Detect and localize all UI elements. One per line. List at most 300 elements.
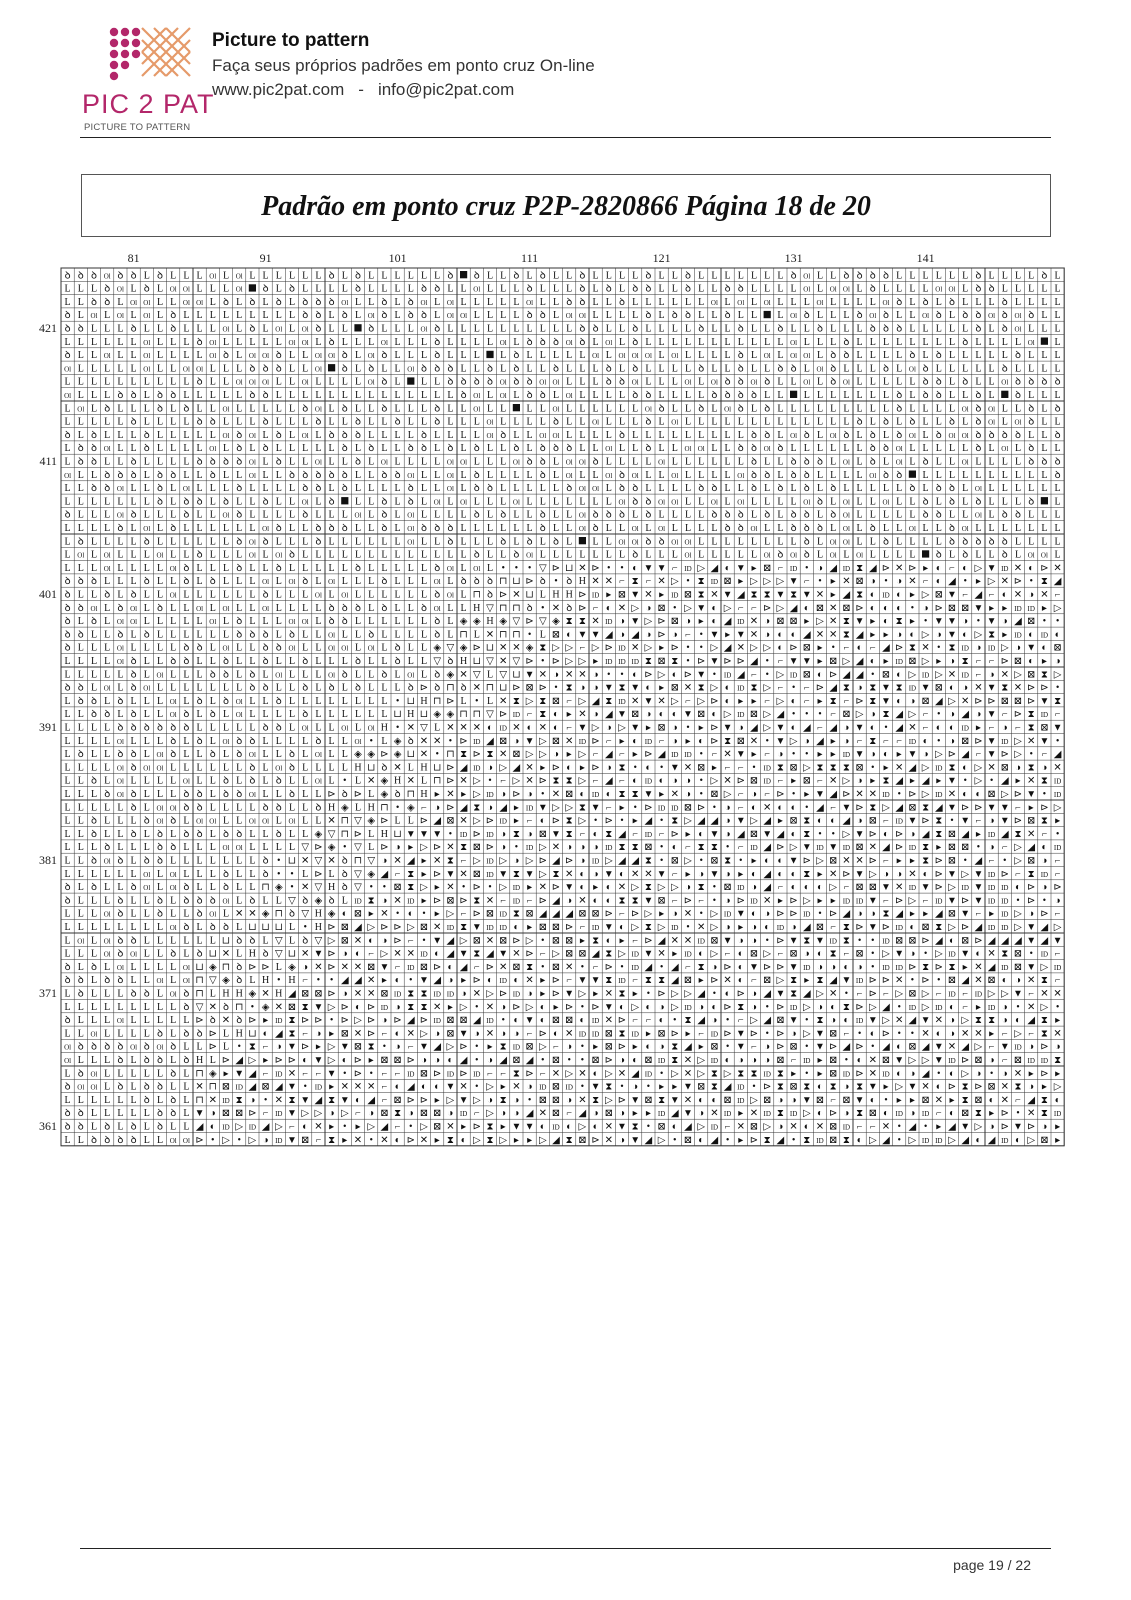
svg-text:◑: ◑: [791, 922, 797, 933]
svg-text:L: L: [461, 324, 467, 335]
svg-text:ꝺ: ꝺ: [78, 457, 84, 468]
svg-text:Ol: Ol: [183, 964, 190, 972]
svg-text:L: L: [381, 284, 387, 295]
svg-text:•: •: [1056, 616, 1060, 627]
svg-text:✕: ✕: [446, 882, 454, 893]
svg-text:▼: ▼: [445, 1082, 455, 1093]
svg-text:✕: ✕: [446, 842, 454, 853]
svg-text:ꝺ: ꝺ: [1015, 390, 1021, 401]
svg-text:L: L: [395, 603, 401, 614]
svg-text:⊠: ⊠: [539, 922, 547, 933]
svg-text:L: L: [144, 616, 150, 627]
svg-text:ꝺ: ꝺ: [870, 523, 876, 534]
svg-text:▼: ▼: [802, 656, 812, 667]
svg-text:L: L: [144, 470, 150, 481]
svg-text:L: L: [395, 403, 401, 414]
svg-text:⌐: ⌐: [566, 696, 572, 707]
svg-text:L: L: [500, 550, 506, 561]
svg-text:ꝺ: ꝺ: [197, 550, 203, 561]
svg-text:◢: ◢: [592, 696, 600, 707]
svg-text:ꝺ: ꝺ: [738, 324, 744, 335]
svg-text:◐: ◐: [711, 1095, 717, 1106]
svg-text:ID: ID: [896, 964, 903, 972]
svg-text:◢: ◢: [447, 935, 455, 946]
svg-text:ID: ID: [592, 924, 599, 932]
svg-text:L: L: [685, 417, 691, 428]
svg-text:▷: ▷: [922, 629, 930, 640]
svg-text:ꝺ: ꝺ: [962, 536, 968, 547]
svg-text:◢: ◢: [763, 1015, 771, 1026]
svg-text:✕: ✕: [1053, 1028, 1061, 1039]
svg-text:ꝺ: ꝺ: [804, 470, 810, 481]
svg-text:⊠: ⊠: [684, 802, 692, 813]
svg-text:L: L: [342, 536, 348, 547]
svg-text:L: L: [315, 643, 321, 654]
svg-text:⊳: ⊳: [895, 895, 903, 906]
svg-text:ꝺ: ꝺ: [315, 483, 321, 494]
svg-text:L: L: [461, 363, 467, 374]
svg-text:◑: ◑: [1015, 762, 1021, 773]
svg-text:L: L: [131, 1108, 137, 1119]
svg-text:L: L: [909, 337, 915, 348]
svg-text:⊓: ⊓: [433, 696, 441, 707]
svg-text:ꝺ: ꝺ: [540, 270, 546, 281]
svg-text:⊠: ⊠: [869, 882, 877, 893]
svg-text:⊳: ⊳: [565, 1002, 573, 1013]
svg-text:L: L: [342, 417, 348, 428]
svg-text:⊠: ⊠: [869, 816, 877, 827]
svg-text:Ol: Ol: [592, 485, 599, 493]
svg-text:L: L: [553, 284, 559, 295]
svg-text:Ol: Ol: [170, 565, 177, 573]
svg-text:L: L: [606, 550, 612, 561]
svg-text:◐: ◐: [949, 683, 955, 694]
svg-text:◢: ◢: [895, 802, 903, 813]
svg-text:ꝺ: ꝺ: [117, 975, 123, 986]
svg-text:L: L: [421, 550, 427, 561]
svg-text:⊠: ⊠: [354, 909, 362, 920]
svg-text:⧗: ⧗: [671, 816, 678, 827]
svg-text:L: L: [791, 403, 797, 414]
svg-text:◑: ◑: [566, 842, 572, 853]
svg-text:◐: ◐: [936, 576, 942, 587]
svg-text:L: L: [157, 616, 163, 627]
svg-text:ꝺ: ꝺ: [263, 802, 269, 813]
svg-text:ID: ID: [658, 804, 665, 812]
svg-text:✕: ✕: [921, 1028, 929, 1039]
svg-text:ꝺ: ꝺ: [78, 443, 84, 454]
svg-text:L: L: [500, 310, 506, 321]
svg-text:⌐: ⌐: [698, 1028, 704, 1039]
svg-text:L: L: [91, 1108, 97, 1119]
svg-text:⌐: ⌐: [500, 776, 506, 787]
svg-text:▷: ▷: [1001, 643, 1009, 654]
svg-text:◐: ◐: [1041, 643, 1047, 654]
svg-text:◑: ◑: [725, 802, 731, 813]
svg-text:L: L: [672, 523, 678, 534]
svg-text:L: L: [989, 496, 995, 507]
svg-text:H: H: [381, 723, 388, 734]
svg-text:▼: ▼: [881, 696, 891, 707]
svg-text:L: L: [777, 390, 783, 401]
svg-text:▷: ▷: [579, 696, 587, 707]
svg-text:ID: ID: [803, 911, 810, 919]
svg-text:ꝺ: ꝺ: [606, 510, 612, 521]
svg-text:L: L: [777, 337, 783, 348]
svg-text:⊳: ⊳: [261, 962, 269, 973]
svg-text:L: L: [197, 270, 203, 281]
svg-text:⊓: ⊓: [446, 749, 454, 760]
svg-text:⌐: ⌐: [632, 935, 638, 946]
svg-text:ID: ID: [962, 671, 969, 679]
svg-text:▼: ▼: [762, 829, 772, 840]
svg-text:✕: ✕: [1014, 683, 1022, 694]
svg-text:⊳: ⊳: [565, 922, 573, 933]
svg-text:⧗: ⧗: [420, 1002, 427, 1013]
svg-text:L: L: [751, 417, 757, 428]
svg-text:ꝺ: ꝺ: [131, 683, 137, 694]
svg-text:▽: ▽: [196, 1002, 204, 1013]
svg-text:Ol: Ol: [658, 498, 665, 506]
svg-text:ꝺ: ꝺ: [157, 723, 163, 734]
svg-text:L: L: [183, 696, 189, 707]
svg-text:⊳: ⊳: [816, 683, 824, 694]
website-link[interactable]: www.pic2pat.com: [212, 80, 344, 99]
svg-text:◐: ◐: [936, 723, 942, 734]
svg-text:✕: ✕: [407, 723, 415, 734]
svg-text:⊳: ⊳: [327, 962, 335, 973]
svg-text:▸: ▸: [897, 856, 902, 867]
svg-text:L: L: [395, 363, 401, 374]
svg-text:✕: ✕: [1053, 762, 1061, 773]
svg-text:ꝺ: ꝺ: [777, 550, 783, 561]
svg-text:•: •: [541, 603, 545, 614]
svg-text:▸: ▸: [1042, 656, 1047, 667]
svg-text:⊠: ⊠: [380, 989, 388, 1000]
svg-text:•: •: [805, 563, 809, 574]
svg-text:⊳: ⊳: [1001, 749, 1009, 760]
svg-text:L: L: [302, 443, 308, 454]
svg-text:⊳: ⊳: [248, 1015, 256, 1026]
svg-text:L: L: [197, 683, 203, 694]
svg-text:◐: ◐: [513, 922, 519, 933]
svg-text:ꝺ: ꝺ: [183, 563, 189, 574]
svg-text:▷: ▷: [1014, 1028, 1022, 1039]
svg-text:•: •: [369, 736, 373, 747]
svg-text:Ol: Ol: [117, 791, 124, 799]
svg-text:⌐: ⌐: [778, 882, 784, 893]
svg-text:▼: ▼: [960, 909, 970, 920]
svg-text:✕: ✕: [565, 869, 573, 880]
svg-text:ꝺ: ꝺ: [65, 616, 71, 627]
svg-text:✕: ✕: [499, 749, 507, 760]
svg-text:L: L: [197, 310, 203, 321]
svg-text:L: L: [395, 683, 401, 694]
svg-text:ID: ID: [948, 991, 955, 999]
svg-text:L: L: [381, 443, 387, 454]
svg-text:ID: ID: [566, 1084, 573, 1092]
svg-text:ꝺ: ꝺ: [144, 629, 150, 640]
svg-text:L: L: [909, 443, 915, 454]
svg-text:ID: ID: [1001, 565, 1008, 573]
svg-text:◈: ◈: [328, 842, 336, 853]
svg-text:L: L: [368, 297, 374, 308]
svg-text:L: L: [698, 350, 704, 361]
svg-text:⌐: ⌐: [672, 895, 678, 906]
svg-text:L: L: [923, 284, 929, 295]
svg-text:L: L: [104, 736, 110, 747]
svg-text:ꝺ: ꝺ: [236, 483, 242, 494]
svg-text:◐: ◐: [791, 802, 797, 813]
svg-text:▼: ▼: [855, 829, 865, 840]
svg-text:⊳: ⊳: [473, 829, 481, 840]
svg-text:ꝺ: ꝺ: [764, 510, 770, 521]
svg-text:▼: ▼: [855, 1095, 865, 1106]
svg-text:ꝺ: ꝺ: [698, 324, 704, 335]
svg-text:L: L: [131, 1095, 137, 1106]
svg-text:L: L: [223, 576, 229, 587]
svg-text:ꝺ: ꝺ: [144, 1042, 150, 1053]
svg-text:Ol: Ol: [223, 645, 230, 653]
svg-text:▷: ▷: [975, 762, 983, 773]
svg-text:ꝺ: ꝺ: [685, 284, 691, 295]
svg-text:L: L: [170, 1055, 176, 1066]
svg-text:◐: ◐: [804, 882, 810, 893]
svg-text:L: L: [104, 457, 110, 468]
email-link[interactable]: info@pic2pat.com: [378, 80, 514, 99]
svg-text:▷: ▷: [909, 1055, 917, 1066]
svg-text:⌐: ⌐: [936, 989, 942, 1000]
svg-text:•: •: [1016, 895, 1020, 906]
svg-text:✕: ✕: [935, 1095, 943, 1106]
svg-text:L: L: [645, 324, 651, 335]
svg-text:ꝺ: ꝺ: [329, 523, 335, 534]
svg-text:⊠: ⊠: [1001, 762, 1009, 773]
svg-text:ꝺ: ꝺ: [329, 337, 335, 348]
svg-text:✕: ✕: [341, 1082, 349, 1093]
svg-text:◈: ◈: [447, 669, 455, 680]
svg-text:ꝺ: ꝺ: [263, 723, 269, 734]
svg-text:ꝺ: ꝺ: [197, 643, 203, 654]
svg-text:L: L: [210, 377, 216, 388]
svg-text:L: L: [421, 470, 427, 481]
svg-text:ꝺ: ꝺ: [1028, 377, 1034, 388]
svg-text:ꝺ: ꝺ: [857, 417, 863, 428]
svg-text:L: L: [329, 443, 335, 454]
svg-text:•: •: [1043, 789, 1047, 800]
svg-text:L: L: [223, 1042, 229, 1053]
svg-text:L: L: [78, 856, 84, 867]
svg-text:L: L: [685, 337, 691, 348]
svg-text:L: L: [342, 749, 348, 760]
svg-text:▼: ▼: [538, 802, 548, 813]
svg-text:⊳: ⊳: [512, 935, 520, 946]
svg-text:•: •: [251, 1002, 255, 1013]
svg-text:•: •: [805, 1068, 809, 1079]
svg-text:◑: ◑: [857, 776, 863, 787]
svg-text:L: L: [487, 496, 493, 507]
svg-text:Ol: Ol: [988, 312, 995, 320]
svg-text:⊠: ⊠: [855, 762, 863, 773]
svg-text:ꝺ: ꝺ: [289, 284, 295, 295]
svg-text:L: L: [236, 656, 242, 667]
svg-text:L: L: [315, 789, 321, 800]
svg-text:⌐: ⌐: [1055, 709, 1061, 720]
svg-text:L: L: [804, 403, 810, 414]
svg-text:ID: ID: [354, 897, 361, 905]
svg-text:✕: ✕: [869, 842, 877, 853]
svg-text:Ol: Ol: [605, 445, 612, 453]
svg-text:⧗: ⧗: [869, 683, 876, 694]
svg-text:ꝺ: ꝺ: [342, 470, 348, 481]
svg-text:•: •: [937, 736, 941, 747]
svg-text:L: L: [183, 816, 189, 827]
svg-text:Ol: Ol: [447, 565, 454, 573]
svg-text:L: L: [804, 443, 810, 454]
svg-text:ꝺ: ꝺ: [1002, 297, 1008, 308]
svg-text:◢: ◢: [816, 802, 824, 813]
row-label: 401: [39, 587, 57, 601]
svg-text:L: L: [263, 616, 269, 627]
svg-text:◐: ◐: [672, 709, 678, 720]
svg-text:⊠: ⊠: [921, 922, 929, 933]
svg-text:L: L: [65, 842, 71, 853]
svg-text:L: L: [78, 909, 84, 920]
svg-text:◢: ◢: [816, 736, 824, 747]
svg-text:◑: ◑: [672, 629, 678, 640]
svg-text:L: L: [843, 483, 849, 494]
svg-text:▸: ▸: [870, 776, 875, 787]
svg-text:L: L: [104, 895, 110, 906]
svg-text:L: L: [487, 390, 493, 401]
svg-text:L: L: [78, 297, 84, 308]
svg-text:L: L: [183, 337, 189, 348]
svg-text:⊔: ⊔: [512, 576, 520, 587]
svg-text:⊠: ⊠: [657, 603, 665, 614]
svg-text:L: L: [685, 390, 691, 401]
svg-text:⧗: ⧗: [460, 749, 467, 760]
svg-text:L: L: [78, 350, 84, 361]
svg-text:L: L: [131, 856, 137, 867]
svg-text:L: L: [857, 523, 863, 534]
svg-text:L: L: [593, 310, 599, 321]
svg-text:◢: ◢: [552, 856, 560, 867]
svg-text:L: L: [117, 363, 123, 374]
svg-text:▷: ▷: [473, 816, 481, 827]
svg-text:•: •: [317, 975, 321, 986]
svg-text:•: •: [884, 576, 888, 587]
svg-text:L: L: [131, 696, 137, 707]
svg-text:ꝺ: ꝺ: [645, 390, 651, 401]
svg-text:Ol: Ol: [962, 432, 969, 440]
svg-text:✕: ✕: [407, 1028, 415, 1039]
svg-text:▸: ▸: [817, 869, 822, 880]
svg-text:⊳: ⊳: [512, 1002, 520, 1013]
svg-text:✕: ✕: [565, 1028, 573, 1039]
svg-text:Ol: Ol: [117, 485, 124, 493]
svg-text:L: L: [144, 789, 150, 800]
svg-text:ꝺ: ꝺ: [65, 510, 71, 521]
svg-text:▼: ▼: [789, 962, 799, 973]
svg-text:L: L: [989, 377, 995, 388]
svg-text:L: L: [91, 949, 97, 960]
svg-text:◢: ◢: [895, 723, 903, 734]
svg-text:H: H: [579, 576, 586, 587]
svg-text:L: L: [632, 310, 638, 321]
svg-text:L: L: [65, 1002, 71, 1013]
svg-text:L: L: [157, 949, 163, 960]
svg-text:▼: ▼: [736, 629, 746, 640]
svg-text:⊳: ⊳: [539, 1028, 547, 1039]
svg-text:⌐: ⌐: [421, 802, 427, 813]
svg-text:◢: ◢: [948, 576, 956, 587]
svg-text:◐: ◐: [843, 1015, 849, 1026]
svg-text:ꝺ: ꝺ: [197, 1028, 203, 1039]
svg-text:ID: ID: [737, 1097, 744, 1105]
svg-text:ꝺ: ꝺ: [144, 1055, 150, 1066]
svg-text:ID: ID: [684, 751, 691, 759]
svg-text:Ol: Ol: [645, 405, 652, 413]
svg-text:▼: ▼: [683, 1082, 693, 1093]
svg-text:Ol: Ol: [275, 552, 282, 560]
svg-text:⧗: ⧗: [618, 895, 625, 906]
svg-text:L: L: [513, 297, 519, 308]
svg-text:◑: ◑: [857, 683, 863, 694]
svg-text:L: L: [909, 536, 915, 547]
svg-text:Ol: Ol: [183, 286, 190, 294]
svg-text:⌐: ⌐: [857, 989, 863, 1000]
svg-text:Ol: Ol: [421, 326, 428, 334]
svg-text:L: L: [777, 377, 783, 388]
svg-text:ꝺ: ꝺ: [447, 536, 453, 547]
svg-text:ꝺ: ꝺ: [117, 470, 123, 481]
svg-text:▸: ▸: [910, 616, 915, 627]
svg-text:L: L: [329, 403, 335, 414]
svg-text:Ol: Ol: [751, 379, 758, 387]
svg-text:⊠: ⊠: [974, 1095, 982, 1106]
svg-text:✕: ✕: [908, 869, 916, 880]
svg-text:⊳: ⊳: [789, 643, 797, 654]
svg-text:⧗: ⧗: [566, 829, 573, 840]
svg-text:Ol: Ol: [289, 618, 296, 626]
svg-text:L: L: [447, 417, 453, 428]
svg-text:ꝺ: ꝺ: [223, 922, 229, 933]
svg-text:ꝺ: ꝺ: [117, 1055, 123, 1066]
svg-text:ꝺ: ꝺ: [236, 563, 242, 574]
svg-text:L: L: [725, 430, 731, 441]
svg-text:L: L: [725, 363, 731, 374]
svg-text:L: L: [632, 430, 638, 441]
svg-text:⊠: ⊠: [948, 975, 956, 986]
svg-text:L: L: [685, 403, 691, 414]
svg-text:ID: ID: [935, 897, 942, 905]
svg-text:L: L: [197, 350, 203, 361]
svg-text:⊳: ⊳: [776, 909, 784, 920]
svg-text:◑: ◑: [698, 869, 704, 880]
svg-text:ꝺ: ꝺ: [909, 350, 915, 361]
svg-text:L: L: [395, 457, 401, 468]
svg-text:L: L: [725, 483, 731, 494]
svg-text:L: L: [395, 590, 401, 601]
svg-text:ꝺ: ꝺ: [487, 483, 493, 494]
svg-text:L: L: [183, 536, 189, 547]
svg-text:L: L: [1041, 390, 1047, 401]
svg-text:⧗: ⧗: [658, 975, 665, 986]
svg-text:ꝺ: ꝺ: [223, 882, 229, 893]
svg-text:L: L: [131, 284, 137, 295]
svg-text:L: L: [936, 523, 942, 534]
svg-text:ID: ID: [803, 964, 810, 972]
